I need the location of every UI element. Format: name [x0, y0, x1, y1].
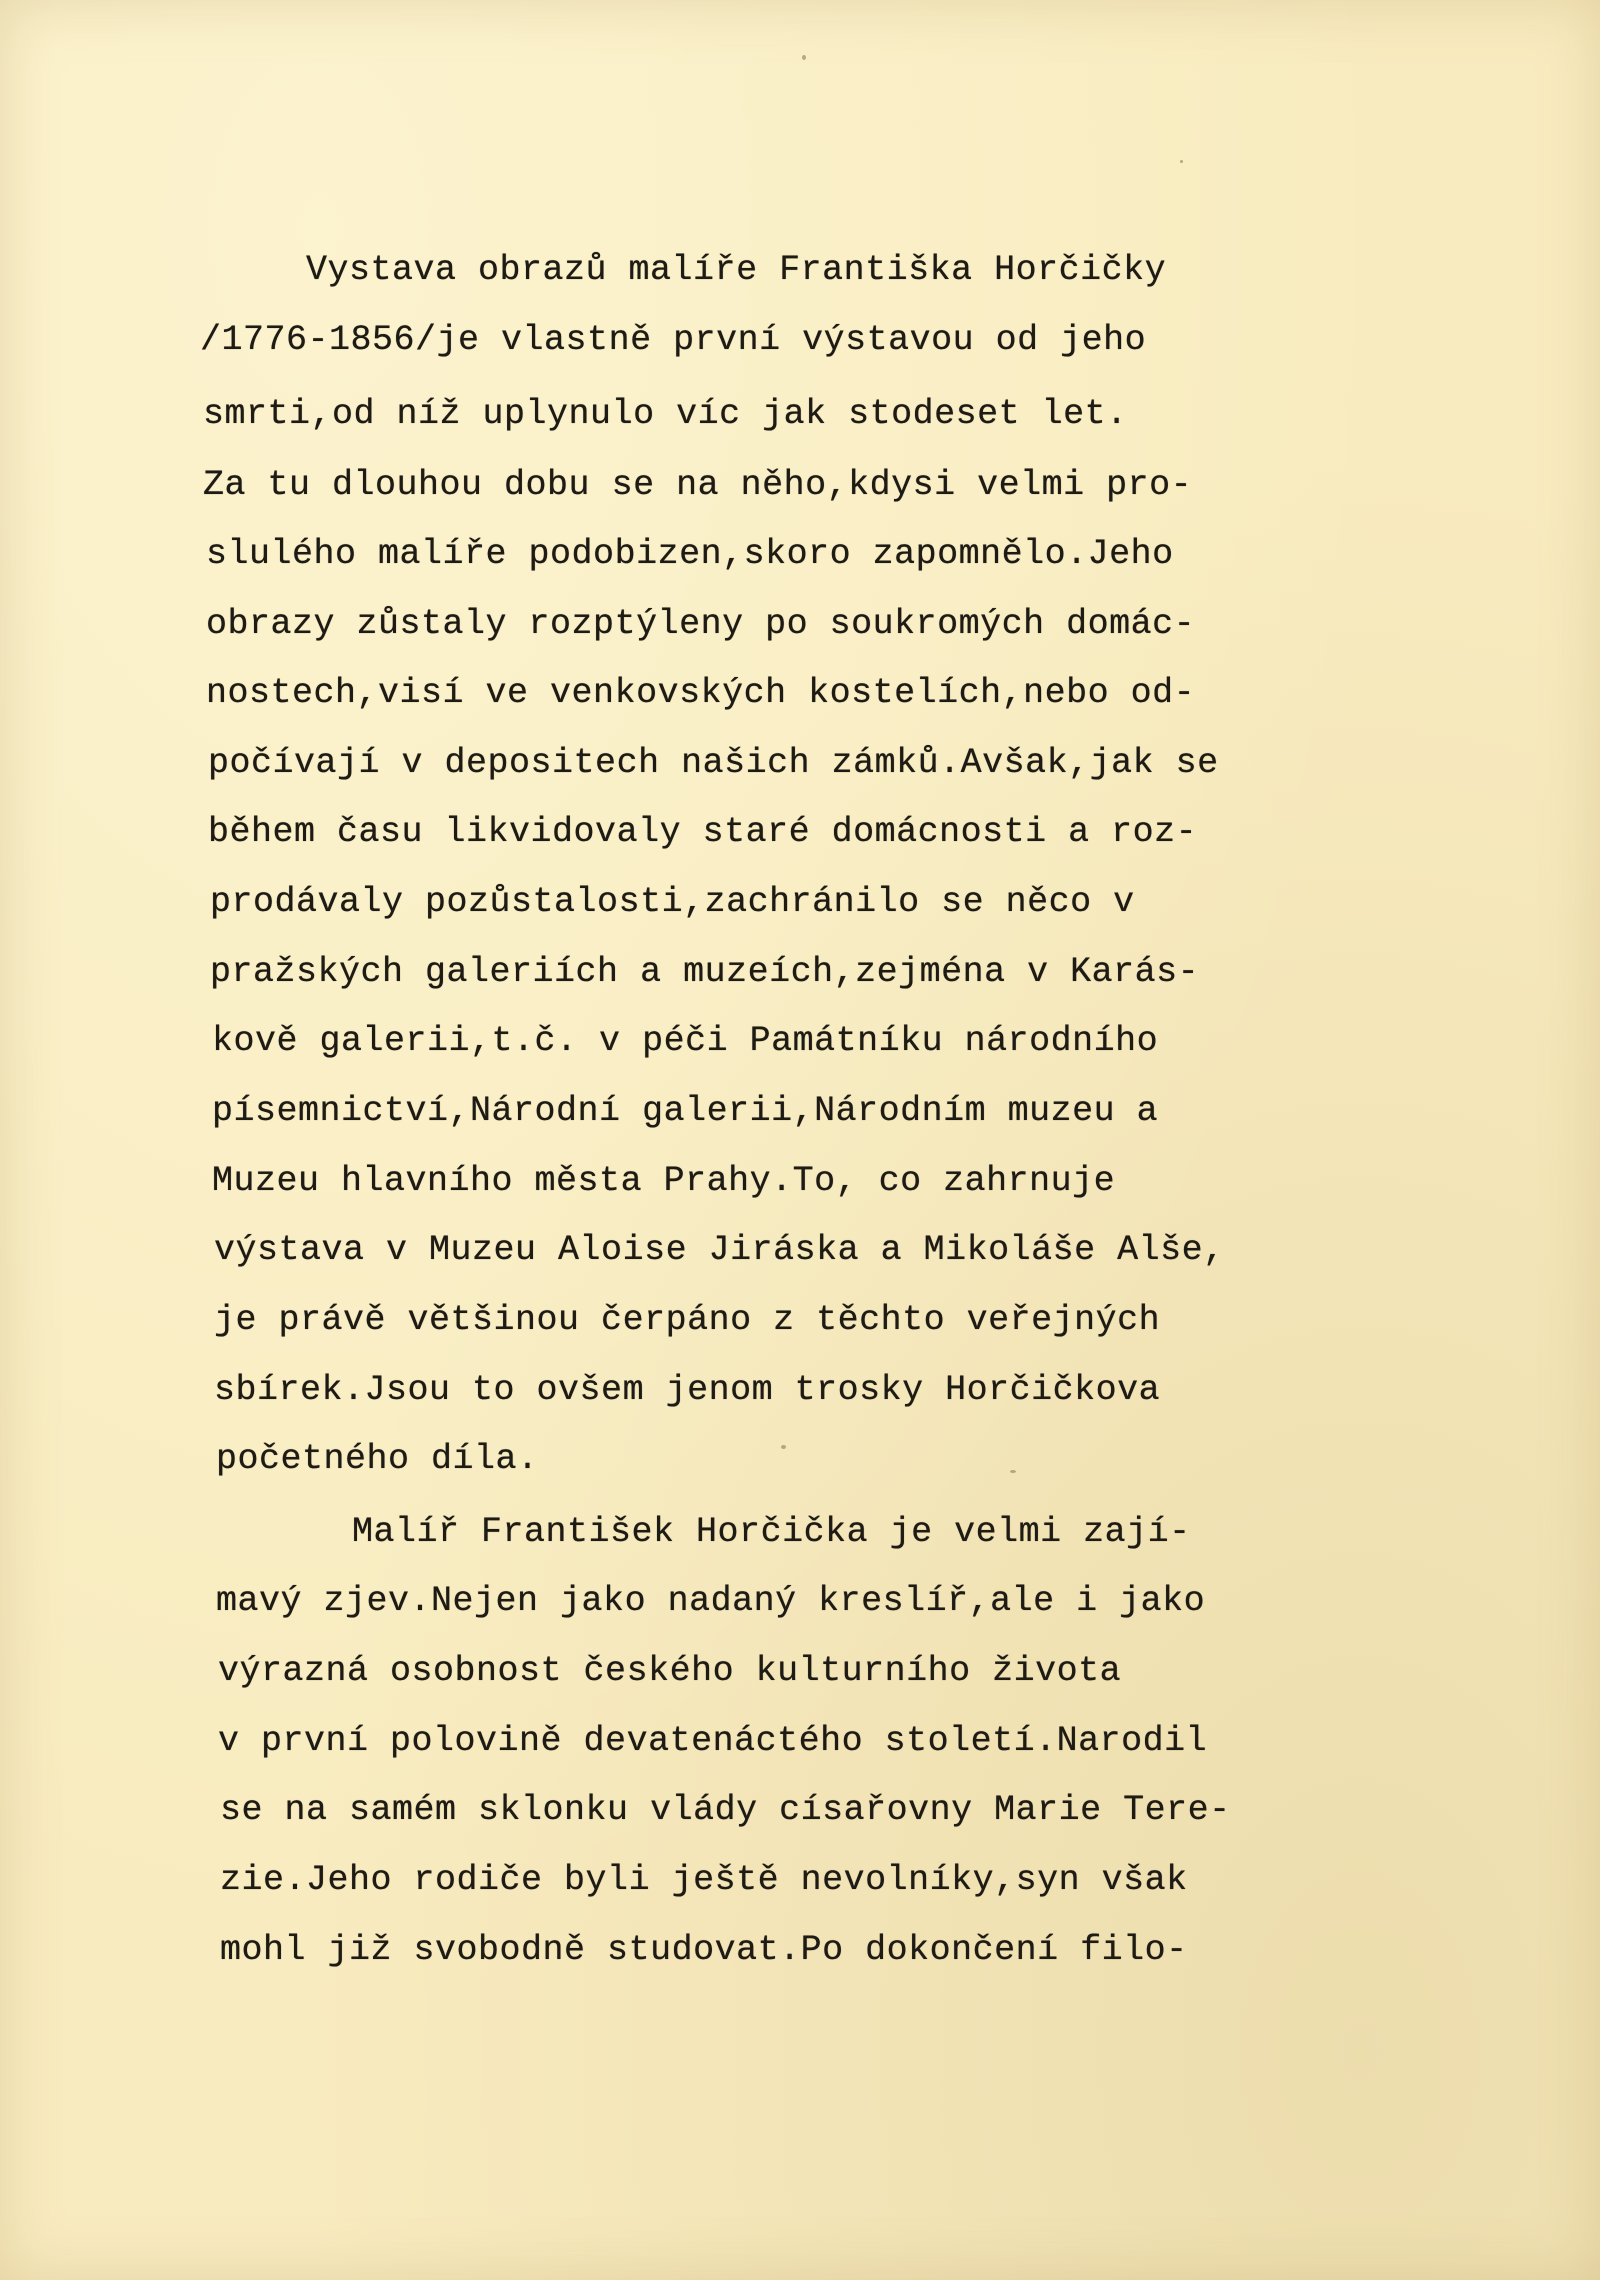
text-line: prodávaly pozůstalosti,zachránilo se něco v: [210, 882, 1135, 922]
text-line: Muzeu hlavního města Prahy.To, co zahrnuje: [212, 1161, 1116, 1201]
text-line: slulého malíře podobizen,skoro zapomnělo.Jeho: [206, 534, 1174, 574]
text-line: početného díla.: [216, 1439, 539, 1479]
text-line: v první polovině devatenáctého století.Narodil: [218, 1721, 1208, 1761]
text-line: písemnictví,Národní galerii,Národním muzeu a: [212, 1091, 1159, 1131]
text-line: mavý zjev.Nejen jako nadaný kreslíř,ale i jako: [216, 1581, 1206, 1621]
text-line: je právě většinou čerpáno z těchto veřejných: [214, 1300, 1161, 1340]
text-line: během času likvidovaly staré domácnosti a roz-: [208, 812, 1198, 852]
paper-speck: [1180, 160, 1183, 163]
text-line: pražských galeriích a muzeích,zejména v Karás-: [210, 952, 1200, 992]
text-line: nostech,visí ve venkovských kostelích,nebo od-: [206, 673, 1196, 713]
paper-speck: [1010, 1470, 1016, 1473]
text-line: zie.Jeho rodiče byli ještě nevolníky,syn však: [220, 1860, 1188, 1900]
text-line: výstava v Muzeu Aloise Jiráska a Mikoláše Alše,: [214, 1230, 1225, 1270]
text-line: Vystava obrazů malíře Františka Horčičky: [306, 250, 1167, 290]
text-line: kově galerii,t.č. v péči Památníku národního: [212, 1021, 1159, 1061]
paper-speck: [802, 55, 806, 60]
text-line: Malíř František Horčička je velmi zají-: [352, 1512, 1191, 1552]
text-line: /1776-1856/je vlastně první výstavou od jeho: [200, 320, 1147, 360]
text-line: mohl již svobodně studovat.Po dokončení filo-: [220, 1930, 1188, 1970]
text-line: sbírek.Jsou to ovšem jenom trosky Horčičkova: [214, 1370, 1161, 1410]
text-line: výrazná osobnost českého kulturního života: [218, 1651, 1122, 1691]
text-line: obrazy zůstaly rozptýleny po soukromých domác-: [206, 604, 1196, 644]
text-line: Za tu dlouhou dobu se na něho,kdysi velmi pro-: [203, 465, 1193, 505]
paper-speck: [781, 1445, 786, 1449]
text-line: se na samém sklonku vlády císařovny Marie Tere-: [220, 1790, 1231, 1830]
text-line: počívají v depositech našich zámků.Avšak,jak se: [208, 743, 1219, 783]
text-line: smrti,od níž uplynulo víc jak stodeset let.: [203, 394, 1128, 434]
